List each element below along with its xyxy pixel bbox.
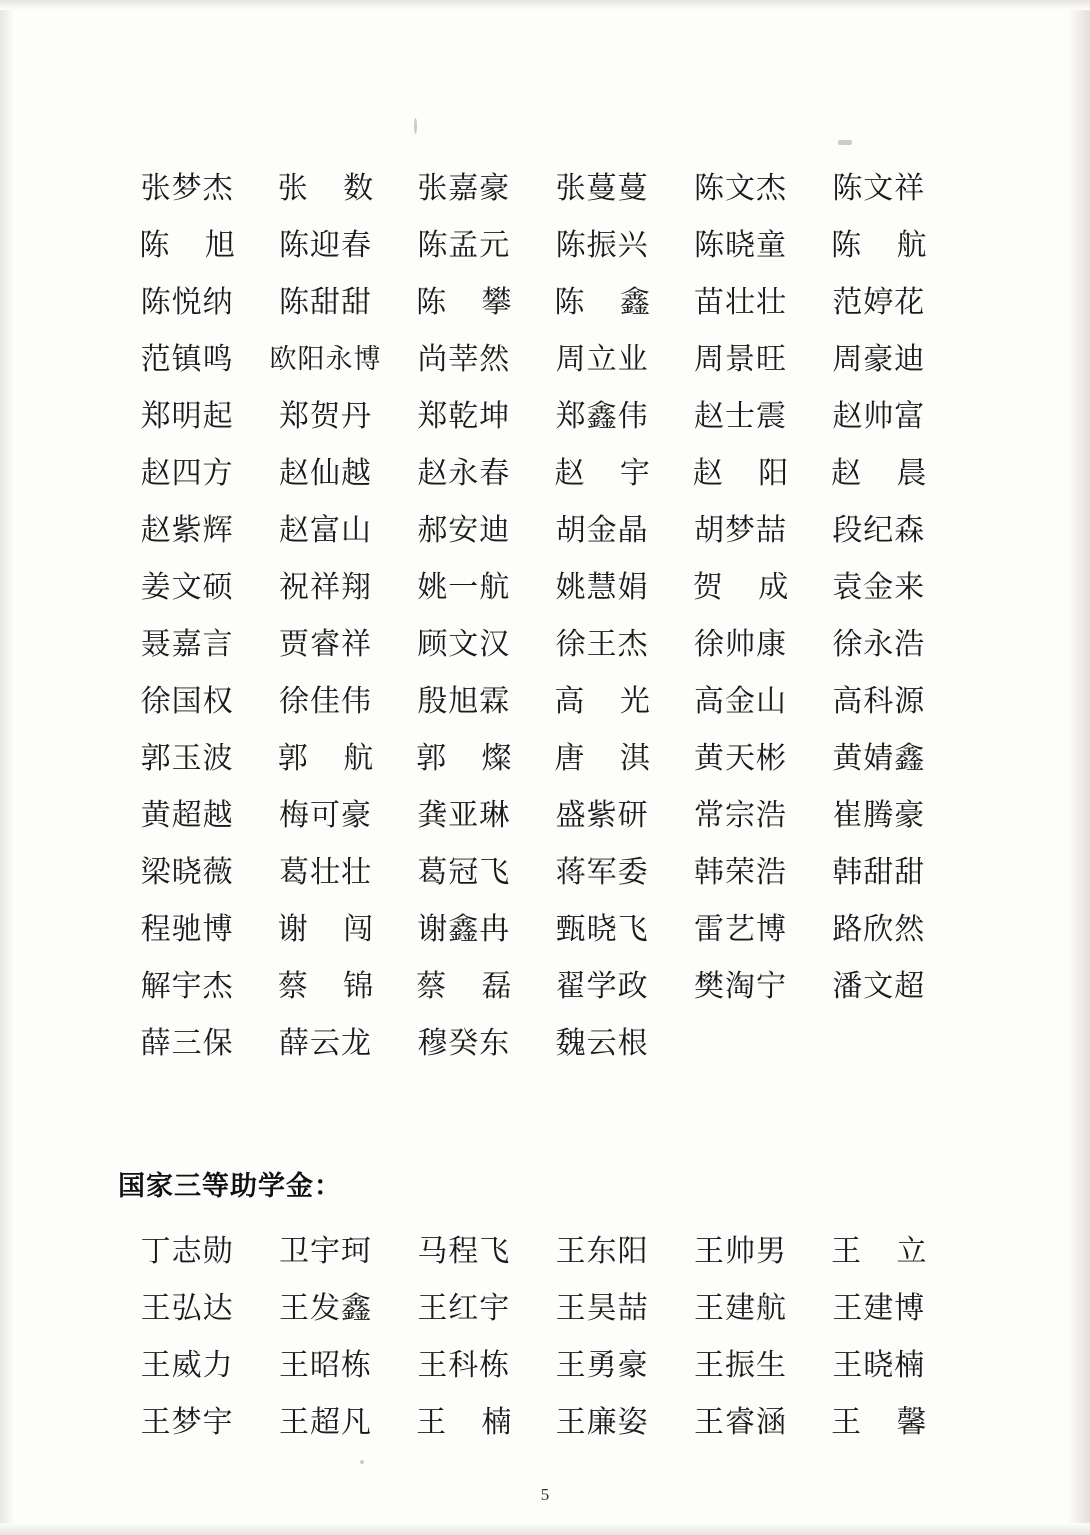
list-item: 程驰博 bbox=[140, 913, 234, 946]
list-item: 苗壮壮 bbox=[693, 286, 787, 319]
page-number: 5 bbox=[540, 1485, 550, 1504]
list-item: 盛紫研 bbox=[555, 799, 649, 832]
list-item: 殷旭霖 bbox=[417, 685, 511, 718]
list-item: 范婷花 bbox=[832, 286, 926, 319]
scan-speck bbox=[360, 1460, 364, 1464]
list-item: 王东阳 bbox=[555, 1235, 649, 1268]
list-item: 陈振兴 bbox=[555, 229, 649, 262]
list-item: 甄晓飞 bbox=[555, 913, 649, 946]
list-item: 王发鑫 bbox=[278, 1292, 372, 1325]
scan-edge-left bbox=[0, 0, 14, 1535]
list-item: 胡金晶 bbox=[555, 514, 649, 547]
list-item: 王弘达 bbox=[140, 1292, 234, 1325]
list-item: 常宗浩 bbox=[693, 799, 787, 832]
list-item: 路欣然 bbox=[832, 913, 926, 946]
list-item: 潘文超 bbox=[832, 970, 926, 1003]
list-item: 郭 航 bbox=[277, 742, 388, 775]
list-item: 谢 闯 bbox=[277, 913, 388, 946]
list-item: 丁志勋 bbox=[140, 1235, 234, 1268]
list-item: 祝祥翔 bbox=[278, 571, 372, 604]
list-item: 薛云龙 bbox=[278, 1027, 372, 1060]
list-item: 陈文祥 bbox=[832, 172, 926, 205]
list-item: 穆癸东 bbox=[417, 1027, 511, 1060]
list-item: 徐永浩 bbox=[832, 628, 926, 661]
list-item: 周豪迪 bbox=[832, 343, 926, 376]
list-item: 郑鑫伟 bbox=[555, 400, 649, 433]
list-item: 郝安迪 bbox=[417, 514, 511, 547]
list-item: 徐王杰 bbox=[555, 628, 649, 661]
list-item: 赵四方 bbox=[140, 457, 234, 490]
list-item: 赵紫辉 bbox=[140, 514, 234, 547]
list-item: 王昊喆 bbox=[555, 1292, 649, 1325]
list-item: 高科源 bbox=[832, 685, 926, 718]
list-item: 赵士震 bbox=[693, 400, 787, 433]
list-item: 陈文杰 bbox=[693, 172, 787, 205]
scan-speck bbox=[414, 118, 417, 134]
list-item: 蔡 磊 bbox=[416, 970, 526, 1003]
list-item: 蒋军委 bbox=[555, 856, 649, 889]
list-item: 高 光 bbox=[554, 685, 664, 718]
list-item: 王晓楠 bbox=[832, 1349, 926, 1382]
list-item: 马程飞 bbox=[417, 1235, 511, 1268]
list-item: 顾文汉 bbox=[417, 628, 511, 661]
list-item: 欧阳永博 bbox=[269, 344, 382, 374]
list-item: 张 数 bbox=[277, 172, 388, 205]
list-item: 赵仙越 bbox=[278, 457, 372, 490]
list-item: 范镇鸣 bbox=[140, 343, 234, 376]
list-item: 蔡 锦 bbox=[277, 970, 388, 1003]
list-item: 雷艺博 bbox=[693, 913, 787, 946]
list-item: 王科栋 bbox=[417, 1349, 511, 1382]
list-item: 袁金来 bbox=[832, 571, 926, 604]
list-item: 贾睿祥 bbox=[278, 628, 372, 661]
list-item: 陈 攀 bbox=[416, 286, 526, 319]
list-item: 王帅男 bbox=[693, 1235, 787, 1268]
list-item: 王超凡 bbox=[278, 1406, 372, 1439]
list-item: 龚亚琳 bbox=[417, 799, 511, 832]
list-item: 赵富山 bbox=[278, 514, 372, 547]
list-item: 崔腾豪 bbox=[832, 799, 926, 832]
list-item: 黄天彬 bbox=[693, 742, 787, 775]
list-item: 郭玉波 bbox=[140, 742, 234, 775]
list-item: 王建博 bbox=[832, 1292, 926, 1325]
list-item: 葛冠飞 bbox=[417, 856, 511, 889]
list-item: 薛三保 bbox=[140, 1027, 234, 1060]
list-item: 周立业 bbox=[555, 343, 649, 376]
list-item: 赵 晨 bbox=[831, 457, 941, 490]
list-item: 王梦宇 bbox=[140, 1406, 234, 1439]
list-item: 陈孟元 bbox=[417, 229, 511, 262]
list-item: 姚一航 bbox=[417, 571, 511, 604]
list-item: 王廉姿 bbox=[555, 1406, 649, 1439]
list-item: 王昭栋 bbox=[278, 1349, 372, 1382]
list-item: 王振生 bbox=[693, 1349, 787, 1382]
list-item: 赵 宇 bbox=[554, 457, 664, 490]
list-item: 张蔓蔓 bbox=[555, 172, 649, 205]
list-item: 周景旺 bbox=[693, 343, 787, 376]
list-item: 陈 鑫 bbox=[554, 286, 664, 319]
list-item: 唐 淇 bbox=[554, 742, 664, 775]
list-item: 张梦杰 bbox=[140, 172, 234, 205]
list-item: 黄超越 bbox=[140, 799, 234, 832]
list-item: 胡梦喆 bbox=[693, 514, 787, 547]
list-item: 赵帅富 bbox=[832, 400, 926, 433]
list-item: 段纪森 bbox=[832, 514, 926, 547]
list-item: 梅可豪 bbox=[278, 799, 372, 832]
list-item: 徐帅康 bbox=[693, 628, 787, 661]
list-item: 郑明起 bbox=[140, 400, 234, 433]
list-item: 翟学政 bbox=[555, 970, 649, 1003]
list-item: 陈悦纳 bbox=[140, 286, 234, 319]
list-item: 王 立 bbox=[831, 1235, 941, 1268]
list-item: 梁晓薇 bbox=[140, 856, 234, 889]
list-item: 陈晓童 bbox=[693, 229, 787, 262]
list-item: 王红宇 bbox=[417, 1292, 511, 1325]
list-item: 王勇豪 bbox=[555, 1349, 649, 1382]
name-list-section-one bbox=[118, 160, 948, 1072]
list-item: 王建航 bbox=[693, 1292, 787, 1325]
scan-edge-bottom bbox=[0, 1523, 1090, 1535]
list-item: 解宇杰 bbox=[140, 970, 234, 1003]
section-heading-third-grant: 国家三等助学金： bbox=[118, 1171, 342, 1201]
list-item: 魏云根 bbox=[555, 1027, 649, 1060]
name-list-section-two bbox=[118, 1223, 948, 1451]
list-item: 陈 航 bbox=[831, 229, 941, 262]
list-item: 张嘉豪 bbox=[417, 172, 511, 205]
list-item: 郑乾坤 bbox=[417, 400, 511, 433]
list-item: 谢鑫冉 bbox=[417, 913, 511, 946]
list-item: 王 馨 bbox=[831, 1406, 941, 1439]
list-item: 陈迎春 bbox=[278, 229, 372, 262]
list-item: 陈甜甜 bbox=[278, 286, 372, 319]
list-item: 贺 成 bbox=[692, 571, 803, 604]
list-item: 徐国权 bbox=[140, 685, 234, 718]
list-item: 王威力 bbox=[140, 1349, 234, 1382]
document-content bbox=[118, 160, 948, 1451]
list-item: 王 楠 bbox=[416, 1406, 526, 1439]
scan-speck bbox=[838, 140, 852, 145]
list-item: 高金山 bbox=[693, 685, 787, 718]
list-item: 聂嘉言 bbox=[140, 628, 234, 661]
list-item: 黄婧鑫 bbox=[832, 742, 926, 775]
list-item: 赵 阳 bbox=[692, 457, 803, 490]
list-item: 韩甜甜 bbox=[832, 856, 926, 889]
list-item: 葛壮壮 bbox=[278, 856, 372, 889]
list-item: 卫宇珂 bbox=[278, 1235, 372, 1268]
scan-edge-right bbox=[1068, 0, 1090, 1535]
list-item-empty bbox=[810, 1015, 948, 1072]
list-item: 姜文硕 bbox=[140, 571, 234, 604]
list-item: 郭 燦 bbox=[416, 742, 526, 775]
list-item: 陈 旭 bbox=[139, 229, 249, 262]
list-item: 尚莘然 bbox=[417, 343, 511, 376]
list-item: 王睿涵 bbox=[693, 1406, 787, 1439]
list-item: 韩荣浩 bbox=[693, 856, 787, 889]
list-item: 赵永春 bbox=[417, 457, 511, 490]
list-item: 姚慧娟 bbox=[555, 571, 649, 604]
scan-edge-top bbox=[0, 0, 1090, 10]
list-item: 樊淘宁 bbox=[693, 970, 787, 1003]
list-item: 郑贺丹 bbox=[278, 400, 372, 433]
list-item: 徐佳伟 bbox=[278, 685, 372, 718]
list-item-empty bbox=[671, 1015, 809, 1072]
